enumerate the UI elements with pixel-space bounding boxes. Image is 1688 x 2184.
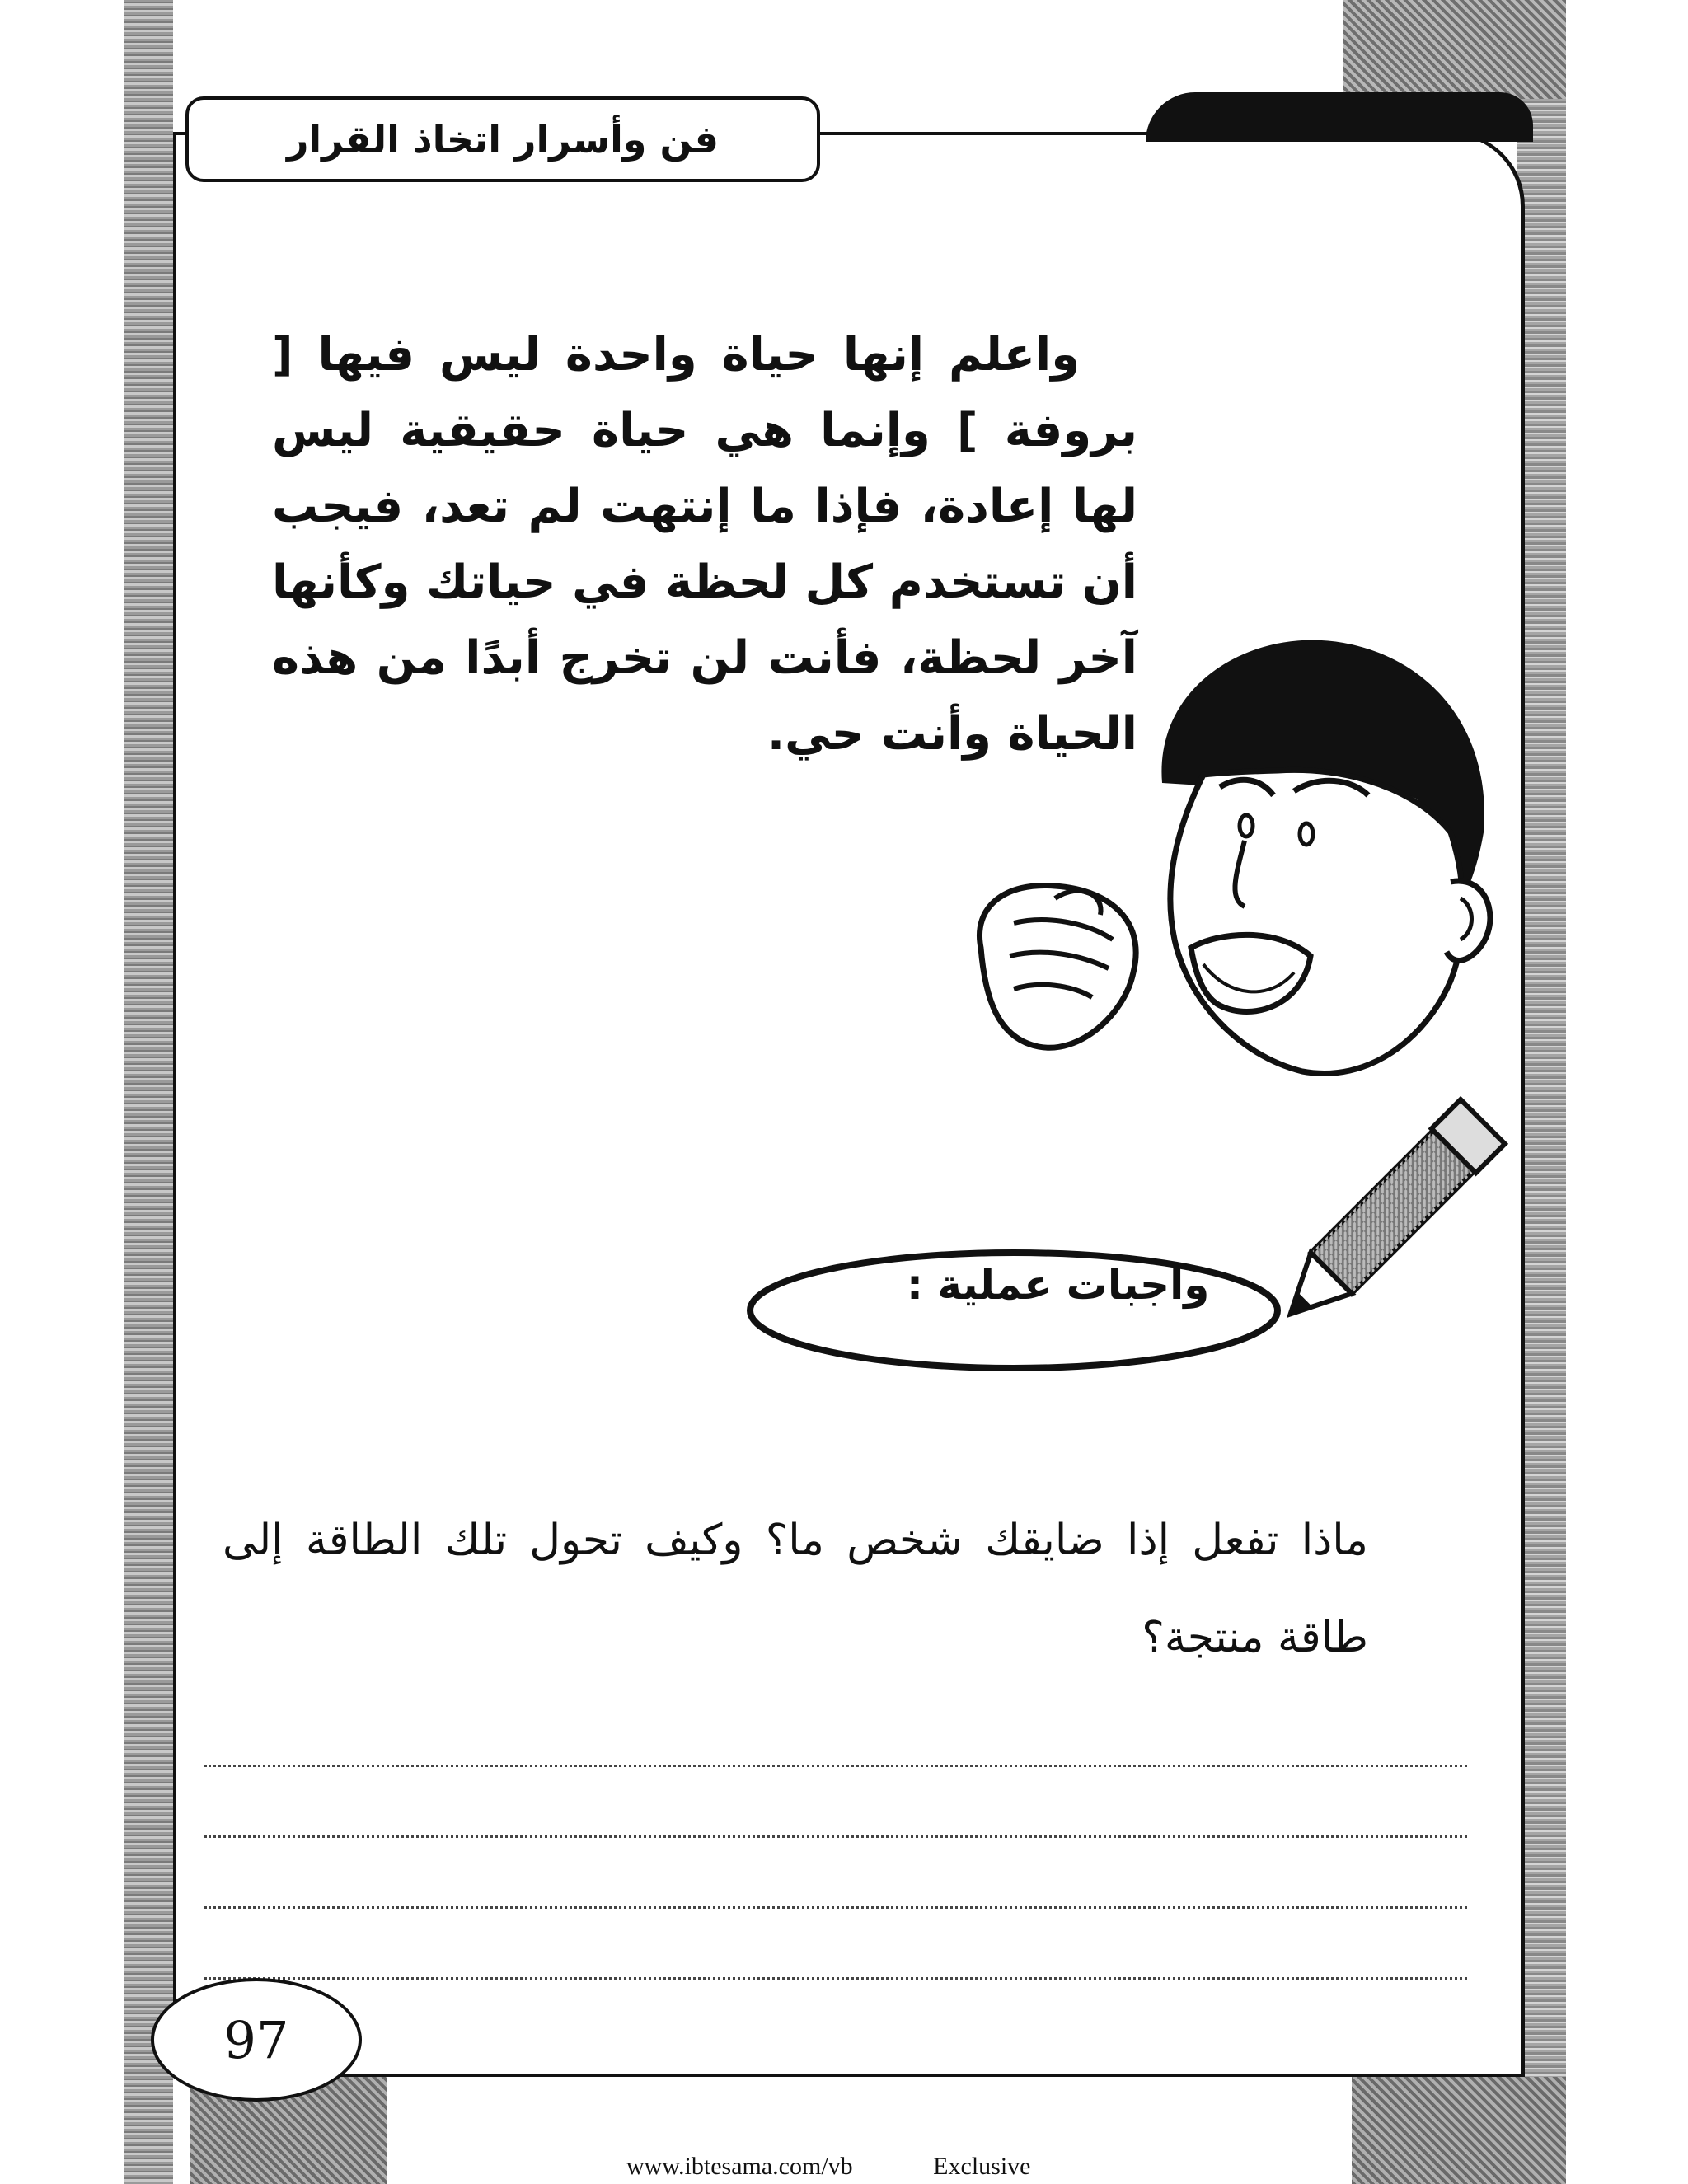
exercise-question: ماذا تفعل إذا ضايقك شخص ما؟ وكيف تحول تلك الطاقة إلى طاقة منتجة؟	[223, 1516, 1368, 1662]
answer-line[interactable]	[204, 1696, 1467, 1767]
scan-edge-left	[124, 0, 173, 2184]
answer-line[interactable]	[204, 1909, 1467, 1980]
scan-corner-bottom-right	[1352, 2077, 1566, 2184]
fist	[979, 885, 1136, 1047]
face	[1170, 770, 1463, 1073]
footer	[626, 2153, 1030, 2181]
page-number: 97	[151, 1978, 362, 2102]
footer-tag: Exclusive	[933, 2153, 1031, 2180]
main-paragraph: واعلم إنها حياة واحدة ليس فيها [ بروفة ] وإنما هي حياة حقيقية ليس لها إعادة، فإذا ما إنتهت لم تعد، فيجب أن تستخدم كل لحظة في حياتك وكأنها آخر لحظة، فأنت لن تخرج أبدًا من هذه الحياة وأنت حي.	[272, 328, 1137, 761]
answer-line[interactable]	[204, 1767, 1467, 1838]
chapter-header	[185, 96, 820, 182]
footer-site: www.ibtesama.com/vb	[626, 2153, 853, 2180]
chapter-title: فن وأسرار اتخاذ القرار	[286, 117, 720, 162]
answer-line[interactable]	[204, 1838, 1467, 1909]
ear	[1447, 881, 1490, 960]
smiling-man-fist-icon	[956, 610, 1517, 1121]
answer-area[interactable]	[204, 1696, 1467, 1980]
scan-corner-top-right	[1343, 0, 1566, 99]
pencil-icon	[1269, 1071, 1533, 1335]
frame-top-tab	[1146, 92, 1533, 142]
exercises-label: واجبات عملية :	[907, 1261, 1210, 1309]
